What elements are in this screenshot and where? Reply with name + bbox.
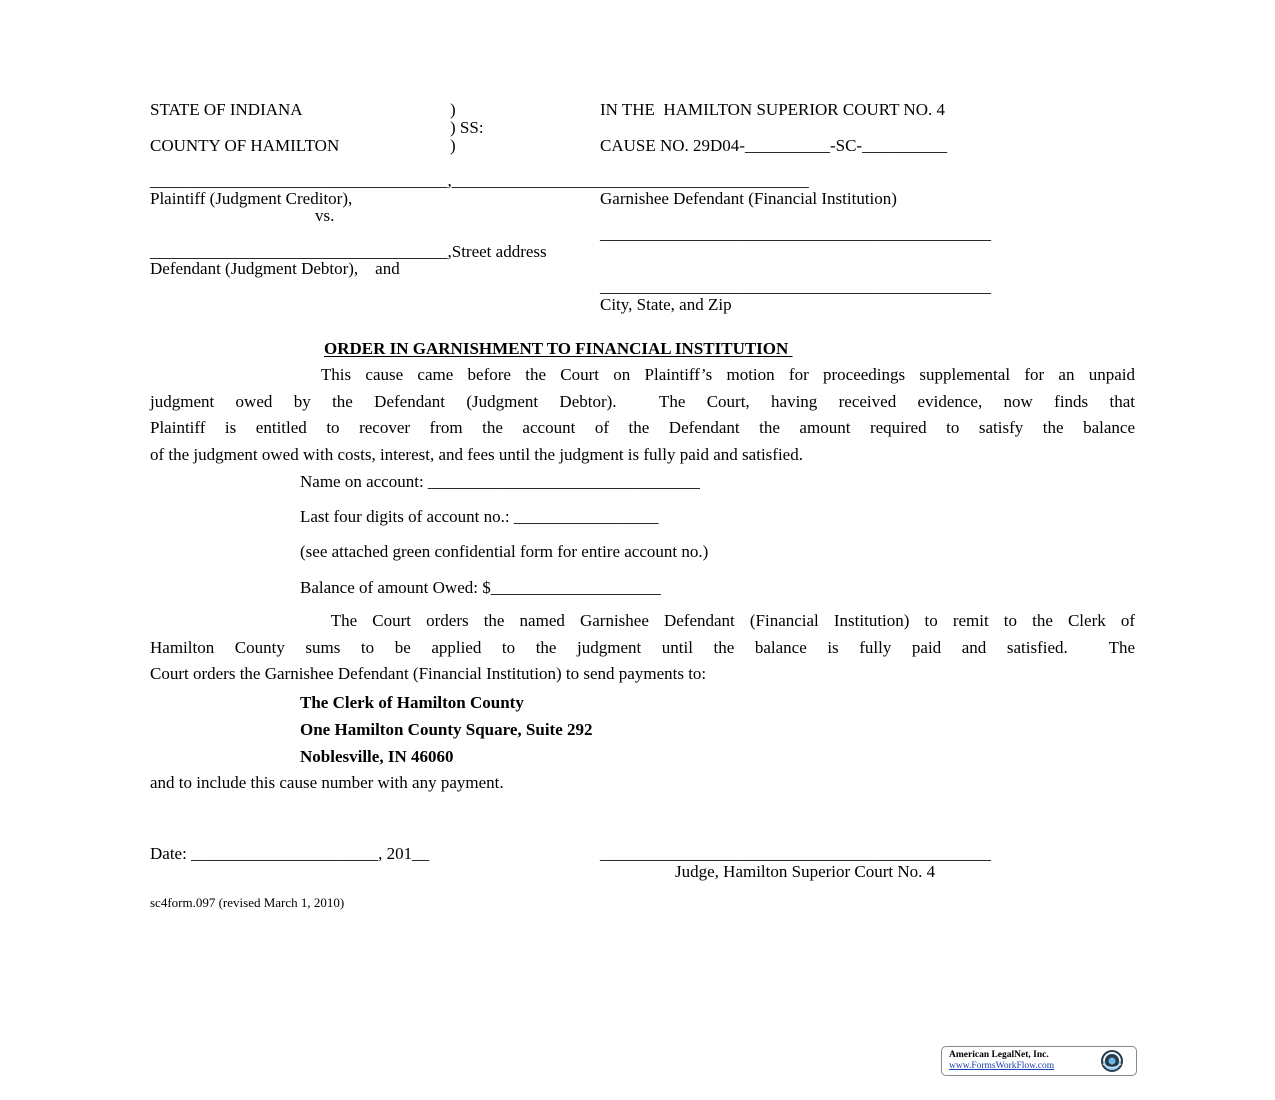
caption-ss: ) SS: (450, 118, 484, 137)
globe-icon (1100, 1049, 1124, 1073)
findings-paragraph (150, 362, 1135, 468)
findings-line: This cause came before the Court on Plaintiff’s motion for proceedings supplemental for an unpaid (150, 365, 1135, 384)
city-state-zip-label: City, State, and Zip (600, 295, 732, 314)
findings-line: of the judgment owed with costs, interest, and fees until the judgment is fully paid and satisfied. (150, 444, 803, 464)
versus-label: vs. (315, 206, 335, 225)
findings-line: judgment owed by the Defendant (Judgment Debtor). The Court, having received evidence, now finds that (150, 391, 1135, 411)
clerk-name: The Clerk of Hamilton County (300, 693, 524, 712)
remit-paragraph (150, 608, 1135, 688)
garnishee-label: Garnishee Defendant (Financial Institution) (600, 189, 897, 208)
logo-url-link[interactable]: www.FormsWorkFlow.com (949, 1061, 1055, 1071)
include-cause-note: and to include this cause number with any payment. (150, 773, 504, 792)
plaintiff-garnishee-blank-line: ___________________________________,__________________________________________ (150, 171, 809, 190)
remit-line: Court orders the Garnishee Defendant (Financial Institution) to send payments to: (150, 664, 707, 683)
judge-signature-line: ______________________________________________ (600, 844, 991, 863)
defendant-label: Defendant (Judgment Debtor), and (150, 259, 400, 278)
caption-paren-bottom: ) (450, 136, 456, 155)
footer-logo[interactable] (941, 1046, 1137, 1076)
remit-line: The Court orders the named Garnishee Defendant (Financial Institution) to remit to the Clerk of (150, 611, 1135, 630)
logo-company-name: American LegalNet, Inc. (949, 1050, 1049, 1060)
form-id: sc4form.097 (revised March 1, 2010) (150, 895, 345, 910)
judge-signature-label: Judge, Hamilton Superior Court No. 4 (675, 862, 936, 881)
plaintiff-label: Plaintiff (Judgment Creditor), (150, 189, 353, 208)
account-last-four-field: Last four digits of account no.: _________________ (300, 507, 659, 526)
account-note: (see attached green confidential form for entire account no.) (300, 542, 709, 561)
clerk-street: One Hamilton County Square, Suite 292 (300, 720, 593, 739)
remit-line: Hamilton County sums to be applied to the judgment until the balance is fully paid and satisfied. The (150, 637, 1135, 657)
defendant-blank-line: ___________________________________,Street address (150, 242, 547, 261)
street-address-blank: ______________________________________________ (600, 224, 991, 243)
caption-paren-top: ) (450, 100, 456, 119)
clerk-city: Noblesville, IN 46060 (300, 747, 454, 766)
document-title: ORDER IN GARNISHMENT TO FINANCIAL INSTITUTION (324, 339, 793, 358)
findings-line: Plaintiff is entitled to recover from the account of the Defendant the amount required to satisfy the balance (150, 418, 1135, 437)
cause-number: CAUSE NO. 29D04-__________-SC-__________ (600, 136, 948, 155)
county-label: COUNTY OF HAMILTON (150, 136, 340, 155)
balance-owed-field: Balance of amount Owed: $____________________ (300, 578, 661, 597)
court-name: IN THE HAMILTON SUPERIOR COURT NO. 4 (600, 100, 945, 119)
city-state-zip-blank: ______________________________________________ (600, 277, 991, 296)
date-field: Date: ______________________, 201__ (150, 844, 430, 863)
account-name-field: Name on account: ________________________________ (300, 472, 700, 491)
state-label: STATE OF INDIANA (150, 100, 303, 119)
